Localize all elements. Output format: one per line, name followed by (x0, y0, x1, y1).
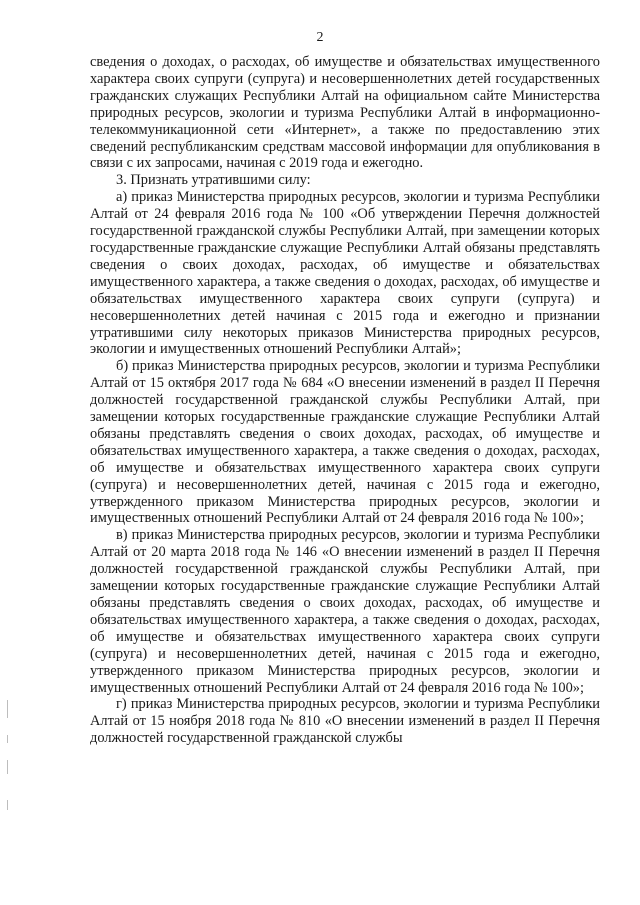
scan-margin-mark (7, 735, 8, 743)
paragraph-item-v: в) приказ Министерства природных ресурсов, экологии и туризма Республики Алтай от 20 марта 2018 года № 146 «О внесении изменений в раздел II Перечня должностей государственной гражданской службы Республики Алтай, при замещении которых государственные гражданские служащие Республики Алтай обязаны представлять сведения о своих доходах, расходах, об имуществе и обязательствах имущественного характера, а также сведения о доходах, расходах, об имуществе и обязательствах имущественного характера своих супруги (супруга) и несовершеннолетних детей, начиная с 2015 года и ежегодно, утвержденного приказом Министерства природных ресурсов, экологии и имущественных отношений Республики Алтай от 24 февраля 2016 года № 100»; (90, 527, 600, 696)
paragraph-item-a: а) приказ Министерства природных ресурсов, экологии и туризма Республики Алтай от 24 февраля 2016 года № 100 «Об утверждении Перечня должностей государственной гражданской службы Республики Алтай, при замещении которых государственные гражданские служащие Республики Алтай обязаны представлять сведения о своих доходах, расходах, об имуществе и обязательствах имущественного характера, а также сведения о доходах, расходах, об имуществе и обязательствах имущественного характера своих супруги (супруга) и несовершеннолетних детей начиная с 2015 года и ежегодно и признании утратившими силу некоторых приказов Министерства природных ресурсов, экологии и имущественных отношений Республики Алтай»; (90, 189, 600, 358)
page-number: 2 (316, 30, 324, 45)
paragraph-continuation: сведения о доходах, о расходах, об имуществе и обязательствах имущественного характера своих супруги (супруга) и несовершеннолетних детей государственных гражданских служащих Республики Алтай на официальном сайте Министерства природных ресурсов, экологии и туризма Республики Алтай в информационно- телекоммуникационной сети «Интернет», а также по предоставлению этих сведений республиканским средствам массовой информации для опубликования в связи с их запросами, начиная с 2019 года и ежегодно. (90, 54, 600, 172)
scan-margin-mark (7, 700, 8, 718)
document-body (90, 54, 600, 747)
scan-margin-mark (7, 800, 8, 810)
paragraph-item-3: 3. Признать утратившими силу: (116, 172, 311, 189)
paragraph-item-g: г) приказ Министерства природных ресурсов, экологии и туризма Республики Алтай от 15 ноября 2018 года № 810 «О внесении изменений в раздел II Перечня должностей государственной гражданской службы (90, 696, 600, 747)
scan-margin-mark (7, 760, 8, 774)
paragraph-item-b: б) приказ Министерства природных ресурсов, экологии и туризма Республики Алтай от 15 октября 2017 года № 684 «О внесении изменений в раздел II Перечня должностей государственной гражданской службы Республики Алтай, при замещении которых государственные гражданские служащие Республики Алтай обязаны представлять сведения о своих доходах, расходах, об имуществе и обязательствах имущественного характера, а также сведения о доходах, расходах, об имуществе и обязательствах имущественного характера своих супруги (супруга) и несовершеннолетних детей, начиная с 2015 года и ежегодно, утвержденного приказом Министерства природных ресурсов, экологии и имущественных отношений Республики Алтай от 24 февраля 2016 года № 100»; (90, 358, 600, 527)
